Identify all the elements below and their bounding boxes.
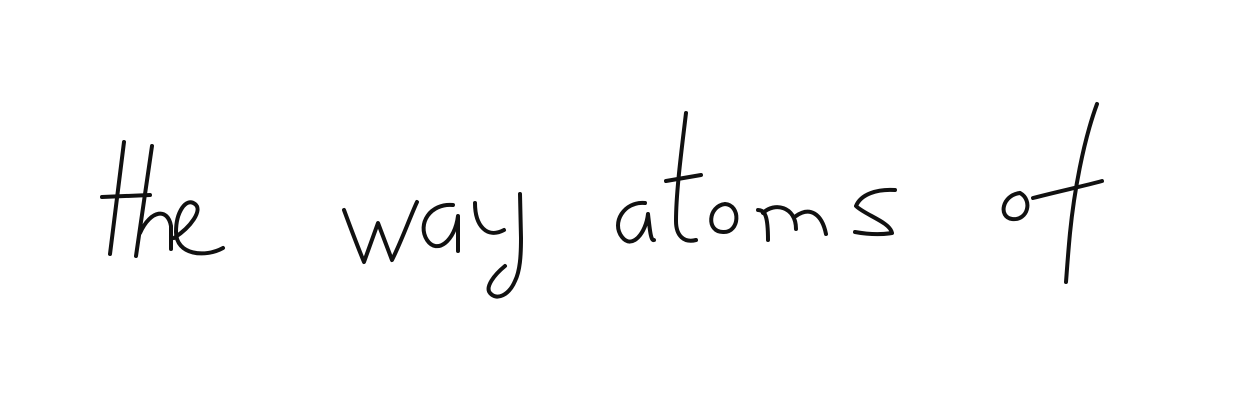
word-atoms — [618, 113, 895, 242]
word-way — [344, 194, 521, 297]
word-the — [102, 142, 223, 256]
word-of — [1004, 104, 1102, 282]
